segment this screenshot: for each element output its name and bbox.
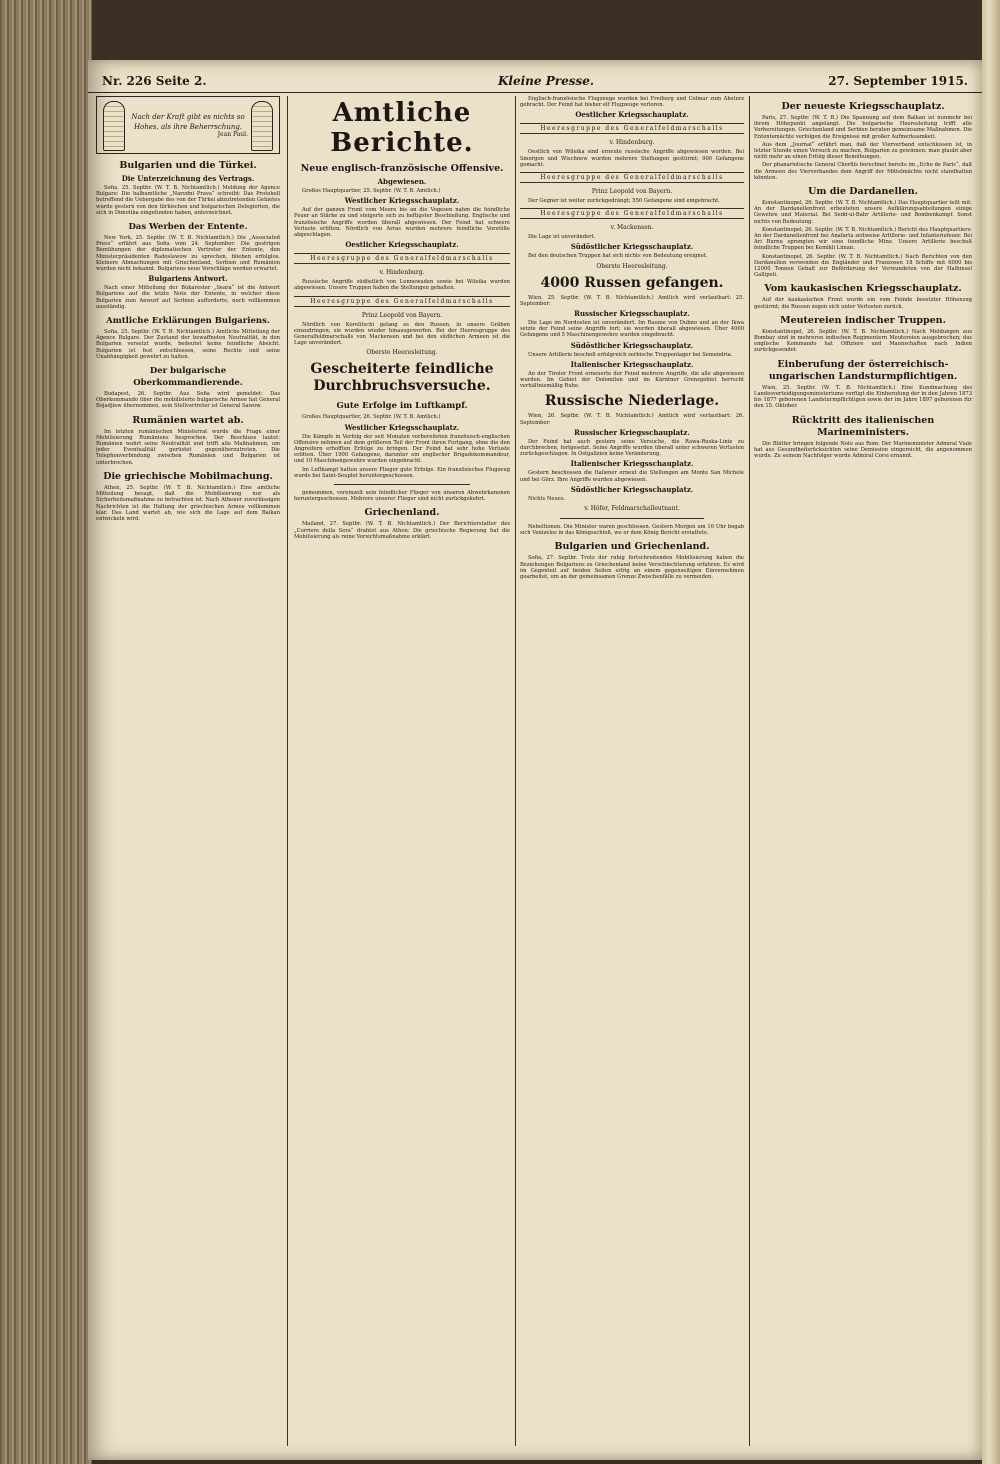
article-paragraph: Wien, 25. Septbr. (W. T. B. Nichtamtlich.) Eine Kundmachung des Landesverteidigungsministeriums verfügt die Einberufung der in den Jahren 1873 bis 1877 geborenen Landsturmpflichtigen sowie der im Jahre 1897 geborenen für den 15. Oktober. (754, 384, 972, 410)
army-group-heading: Heeresgruppe des Generalfeldmarschalls (294, 253, 510, 264)
front-heading: Italienischer Kriegsschauplatz. (570, 459, 694, 469)
next-page-edge (982, 0, 1000, 1464)
front-heading: Oestlicher Kriegsschauplatz. (345, 240, 459, 250)
article-paragraph: Bei den deutschen Truppen hat sich nichts von Bedeutung ereignet. (528, 253, 708, 260)
article-paragraph: An der Tiroler Front erneuerte der Feind mehrere Angriffe, die alle abgewiesen wurden. Im Gebiet der Dolomiten und im Kärntner Grenzgebiet herrscht verhältnismäßig Ruhe. (520, 370, 744, 390)
article-heading: 4000 Russen gefangen. (540, 274, 724, 291)
article-heading: Bulgarien und Griechenland. (554, 541, 710, 553)
army-group-heading: Heeresgruppe des Generalfeldmarschalls (520, 208, 744, 219)
article-paragraph: Sofia, 25. Septbr. (W. T. B. Nichtamtlich.) Meldung der Agence Bulgare: Die halbamtliche „Narodni Prava“ schreibt: Das Protokoll betreffend die Uebergabe des von der Türkei abzutretenden Gebietes wurde gestern von den türkischen und bulgarischen Delegierten, die sich in Dimotika eingefunden haben, unterzeichnet. (96, 185, 280, 216)
article-heading: Um die Dardanellen. (808, 186, 918, 198)
article-paragraph: Die Lage im Nordosten ist unverändert. Im Raume von Dubno und an der Ikwa setzte der Feind seine Angriffe fort; sie wurden überall abgewiesen. Über 4000 Gefangene und 5 Maschinengewehre wurden eingebracht. (520, 320, 744, 339)
dateline: Großes Hauptquartier, 26. Septbr. (W. T. B. Amtlich.) (302, 414, 441, 421)
column-rule (287, 96, 288, 1446)
article-heading: Gescheiterte feindliche Durchbruchsversuche. (310, 361, 494, 395)
front-heading: Westlicher Kriegsschauplatz. (344, 422, 460, 432)
section-title: Amtliche Berichte. (330, 98, 474, 158)
article-subheading: Bulgariens Antwort. (148, 274, 228, 284)
article-heading: Russische Niederlage. (544, 393, 720, 410)
article-heading: Rücktritt des italienischen Marineministers. (791, 414, 935, 438)
dateline: Großes Hauptquartier, 25. Septbr. (W. T. B. Amtlich.) (302, 188, 441, 194)
article-paragraph: Englisch-französische Flugzeuge wurden bei Freiburg und Colmar zum Absturz gebracht. Der Feind hat bisher elf Flugzeuge verloren. (520, 96, 744, 109)
book-binding-edge (0, 0, 92, 1464)
article-paragraph: Nichts Neues. (528, 495, 566, 502)
ornament-icon (103, 101, 125, 151)
article-heading: Der bulgarische Oberkommandierende. (133, 366, 243, 389)
article-subheading: Gute Erfolge im Luftkampf. (336, 401, 468, 412)
article-paragraph: Auf der ganzen Front vom Meere bis an die Vogesen nahm die feindliche Feuer an Stärke zu und steigerte sich zu heftigster Beschießung. Englische und französische Angriffe wurden überall abgewiesen. Der Feind hat schwere Verluste erlitten. Nördlich von Arras wurden mehrere feindliche Vorstöße abgeschlagen. (294, 207, 510, 239)
article-paragraph: Die Lage ist unverändert. (528, 234, 596, 241)
column-3 (520, 96, 744, 1446)
front-heading: Südöstlicher Kriegsschauplatz. (570, 484, 694, 494)
article-heading: Neue englisch-französische Offensive. (300, 163, 504, 174)
article-heading: Der neueste Kriegsschauplatz. (781, 101, 945, 112)
divider (334, 484, 470, 485)
article-paragraph: Im Luftkampf hatten unsere Flieger gute Erfolge. Ein französisches Flugzeug wurde bei Saint-Souplet heruntergeschossen. (294, 466, 510, 479)
front-heading: Westlicher Kriegsschauplatz. (344, 196, 460, 206)
article-paragraph: Der Feind hat auch gestern seine Versuche, die Rawa-Ruska-Linie zu durchbrechen, fortgesetzt. Seine Angriffe wurden überall unter schweren Verlusten zurückgeschlagen. In Ostgalizien keine Veränderung. (520, 438, 744, 458)
article-paragraph: Die Kämpfe in Verfolg der seit Monaten vorbereiteten französisch-englischen Offensive nehmen auf dem größeren Teil der Front ihren Fortgang, ohne die den Angreifern erhofften Erfolge zu bringen. Der Feind hat sehr hohe Verluste erlitten. Über 1900 Gefangene, darunter ein englischer Brigadekommandeur, und 10 Maschinengewehre wurden eingebracht. (294, 433, 510, 465)
column-rule (515, 96, 516, 1446)
article-paragraph: Nach einer Mitteilung der Bukarester „Seara“ ist die Antwort Bulgariens auf die letzte Note der Entente, in welcher diese Bulgarien zum Anwurf auf Serbien aufforderte, noch vollkommen ausständig. (96, 285, 280, 310)
motto-text: Nach der Kraft gibt es nichts so Hohes, als ihre Beherrschung. (131, 112, 245, 131)
article-paragraph: Der phanariotische General Cherfils berechnet bereits im „Echo de Paris“, daß die Armeen des Vierverbandes dem Angriff der Mittelmächte nicht standhalten könnten. (754, 162, 972, 181)
front-heading: Südöstlicher Kriegsschauplatz. (570, 340, 694, 350)
army-group-heading: Heeresgruppe des Generalfeldmarschalls (520, 123, 744, 134)
article-heading: Meutereien indischer Truppen. (780, 314, 946, 326)
column-rule (749, 96, 750, 1446)
article-subheading: Abgewiesen. (377, 177, 427, 186)
article-paragraph: Nördlich von Korelitschi gelang es den Russen, in unsere Gräben einzudringen; sie wurden wieder hinausgeworfen. Bei der Heeresgruppe des Generalfeldmarschalls von Mackensen und bei den südlichen Armeen ist die Lage unverändert. (294, 321, 510, 347)
signature: Oberste Heeresleitung. (366, 349, 438, 357)
article-paragraph: Konstantinopel, 26. Septbr. (W. T. B. Nichtamtlich.) Das Hauptquartier teilt mit: An der Dardanellenfront erbeuteten unsere Aufklärungsabteilungen einige Gewehre und Material. Bei Sedd-ul-Bahr Artillerie- und Bombenkampf. Sonst nichts von Bedeutung. (754, 200, 972, 225)
column-1 (96, 96, 280, 1446)
article-paragraph: Aus dem „Journal“ erfährt man, daß der Vierverband entschlossen ist, in letzter Stunde einen Versuch zu machen, Bulgarien zu gewinnen; man glaubt aber nicht mehr an einen Erfolg dieser Bemühungen. (754, 141, 972, 161)
article-paragraph: Unsere Artillerie beschoß erfolgreich serbische Truppenlager bei Semendria. (528, 351, 733, 358)
article-paragraph: Im letzten rumänischen Ministerrat wurde die Frage einer Mobilisierung Rumäniens besprochen. Der Beschluss lautet: Rumänien wahrt seine Neutralität und trifft alle Maßnahmen, um jeder Eventualität gerüstet gegenüberzutreten. Die Telephonverbindung zwischen Rumänien und Bulgarien ist unterbrochen. (96, 428, 280, 466)
article-paragraph: Der Gegner ist weiter zurückgedrängt; 550 Gefangene sind eingebracht. (528, 198, 720, 205)
article-paragraph: gemommen, vereinzelt sein feindlicher Flieger von unseren Abwehrkanonen heruntergeschossen. Mehrere unserer Flieger sind nicht zurückgekehrt. (294, 490, 510, 503)
front-heading: Südöstlicher Kriegsschauplatz. (570, 242, 694, 252)
article-heading: Griechenland. (364, 507, 440, 519)
front-heading: Russischer Kriegsschauplatz. (574, 427, 690, 437)
article-paragraph: Konstantinopel, 26. Septbr. (W. T. B. Nichtamtlich.) Nach Berichten von den Dardanellen verwenden die Engländer und Franzosen 18 Schiffe mit 6000 bis 12000 Tonnen Gehalt zur Beförderung der Verwundeten von der Halbinsel Gallipoli. (754, 253, 972, 279)
page-header (88, 72, 982, 93)
issue-number: Nr. 226 Seite 2. (102, 74, 207, 88)
motto-box (96, 96, 280, 154)
army-group-commander: v. Mackensen. (610, 224, 654, 232)
divider (560, 518, 704, 519)
newspaper-title: Kleine Presse. (498, 74, 595, 88)
article-paragraph: Budapest, 26. Septbr. Aus Sofia wird gemeldet: Das Oberkommando über die mobilisierte bulgarische Armee hat General Bojadjiew übernommen, sein Stellvertreter ist General Sawow. (96, 391, 280, 410)
signature: Oberste Heeresleitung. (596, 262, 668, 270)
dateline: Wien, 26. Septbr. (W. T. B. Nichtamtlich.) Amtlich wird verlautbart: 26. September: (520, 413, 744, 426)
dateline: Wien, 25. Septbr. (W. T. B. Nichtamtlich.) Amtlich wird verlautbart: 25. September: (520, 294, 744, 307)
article-paragraph: Gestern beschossen die Italiener erneut die Stellungen am Monte San Michele und bei Görz. Ihre Angriffe wurden abgewiesen. (520, 470, 744, 483)
army-group-commander: Prinz Leopold von Bayern. (591, 188, 673, 196)
article-paragraph: Athen, 25. Septbr. (W. T. B. Nichtamtlich.) Eine amtliche Mitteilung besagt, daß die Mobilisierung nur als Sicherheitsmaßnahme zu betrachten ist. Nach Athener zuverlässigen Nachrichten ist die Haltung der griechischen Armee vollkommen klar. Das Land wartet ab, wie sich die Lage auf dem Balkan entwickeln wird. (96, 484, 280, 522)
article-heading: Die griechische Mobilmachung. (103, 470, 273, 482)
article-paragraph: Auf der kaukasischen Front wurde ein vom Feinde besetzter Höhenzug gestürmt; die Russen zogen sich unter Verlusten zurück. (754, 297, 972, 310)
article-paragraph: Die Blätter bringen folgende Note aus Rom: Der Marineminister Admiral Viale hat aus Gesundheitsrücksichten seine Demission eingereicht, die angenommen wurde. Zu seinem Nachfolger wurde Admiral Corsi ernannt. (754, 440, 972, 459)
front-heading: Russischer Kriegsschauplatz. (574, 309, 690, 319)
article-heading: Bulgarien und die Türkei. (119, 160, 257, 171)
ornament-icon (251, 101, 273, 151)
article-paragraph: Russische Angriffe südöstlich von Lennewaden sowie bei Wileika wurden abgewiesen. Unsere Truppen haben die Stellungen gehalten. (294, 279, 510, 292)
army-group-commander: v. Hindenburg. (379, 269, 425, 277)
issue-date: 27. September 1915. (828, 74, 968, 88)
front-heading: Oestlicher Kriegsschauplatz. (575, 110, 689, 120)
article-paragraph: New York, 25. Septbr. (W. T. B. Nichtamtlich.) Die „Associated Press“ erfährt aus Sofia vom 24. September: Die gestrigen Bemühungen der diplomatischen Vertreter der Entente, den Ministerpräsidenten Radoslawow zu sprechen, blieben erfolglos. Kleinere Abmachungen mit Griechenland, Serbien und Rumänien wurden nicht bekannt. Bulgariens neue Vorschläge werden erwartet. (96, 235, 280, 273)
article-paragraph: Konstantinopel, 26. Septbr. (W. T. B. Nichtamtlich.) Bericht des Hauptquartiers: An der Dardanellenfront bei Anafarta zeitweise Artillerie- und Infanteriefeuer. Bei Ari Burnu sprengten wir eine feindliche Mine. Unsere Artillerie beschoß feindliche Truppen bei Kemikli Liman. (754, 226, 972, 252)
column-4 (754, 96, 972, 1446)
article-paragraph: Oestlich von Wileika sind erneute russische Angriffe abgewiesen worden. Bei Smorgon und Wischnew wurden mehrere Stellungen gestürmt; 900 Gefangene gemacht. (520, 149, 744, 168)
article-paragraph: Sofia, 25. Septbr. (W. T. B. Nichtamtlich.) Amtliche Mitteilung der Agence Bulgare. Der Zustand der bewaffneten Neutralität, in den Bulgarien versetzt wurde, bedeutet keine feindliche Absicht. Bulgarien ist fest entschlossen, seine Rechte und seine Unabhängigkeit gewehrt zu halten. (96, 329, 280, 360)
army-group-heading: Heeresgruppe des Generalfeldmarschalls (520, 172, 744, 183)
army-group-heading: Heeresgruppe des Generalfeldmarschalls (294, 296, 510, 307)
front-heading: Italienischer Kriegsschauplatz. (570, 359, 694, 369)
article-paragraph: Konstantinopel, 26. Septbr. (W. T. B. Nichtamtlich.) Nach Meldungen aus Bombay sind in mehreren indischen Regimentern Meutereien ausgebrochen; das englische Kommando hat Offiziere und Mannschaften nach Indien zurückgesendet. (754, 328, 972, 354)
article-subheading: Die Unterzeichnung des Vertrags. (121, 174, 255, 183)
article-heading: Amtliche Erklärungen Bulgariens. (106, 316, 270, 327)
column-2 (294, 96, 510, 1446)
article-heading: Einberufung der österreichisch-ungarischen Landsturmpflichtigen. (768, 358, 958, 382)
army-group-commander: v. Hindenburg. (609, 139, 655, 147)
article-paragraph: Nebeltionen. Die Minister waren geschlossen. Gestern Morgen um 10 Uhr begab sich Venizelos in das Königsschloß, wo er dem König Bericht erstattete. (520, 524, 744, 537)
army-group-commander: Prinz Leopold von Bayern. (361, 311, 443, 319)
article-paragraph: Paris, 27. Septbr. (W. T. B.) Die Spannung auf dem Balkan ist nunmehr bei ihrem Höhepunkt angelangt. Die bulgarische Heeresleitung trifft alle Vorbereitungen. Griechenland und Serbien beraten gemeinsame Maßnahmen. Die Ententemächte verfolgen die Ereignisse mit großer Aufmerksamkeit. (754, 115, 972, 140)
article-paragraph: Sofia, 27. Septbr. Trotz der ruhig fortschreitenden Mobilisierung haben die Beziehungen Bulgariens zu Griechenland keine Verschlechterung erfahren. Es wird im Gegenteil auf beiden Seiten eifrig an einem gegenseitigen Einvernehmen gearbeitet, um an der gemeinsamen Grenze Zwischenfälle zu vermeiden. (520, 555, 744, 581)
article-heading: Rumänien wartet ab. (132, 414, 244, 426)
signature: v. Höfer, Feldmarschalleutnant. (584, 505, 680, 513)
motto-author: Jean Paul. (217, 130, 248, 138)
newspaper-page (88, 60, 982, 1460)
article-heading: Das Werben der Entente. (128, 222, 248, 233)
article-heading: Vom kaukasischen Kriegsschauplatz. (764, 283, 962, 295)
article-paragraph: Mailand, 27. Septbr. (W. T. B. Nichtamtlich.) Der Berichterstatter des „Corriere della Sera“ drahtet aus Athen: Die griechische Regierung hat die Mobilisierung als reine Vorsichtsmaßnahme erklärt. (294, 521, 510, 540)
